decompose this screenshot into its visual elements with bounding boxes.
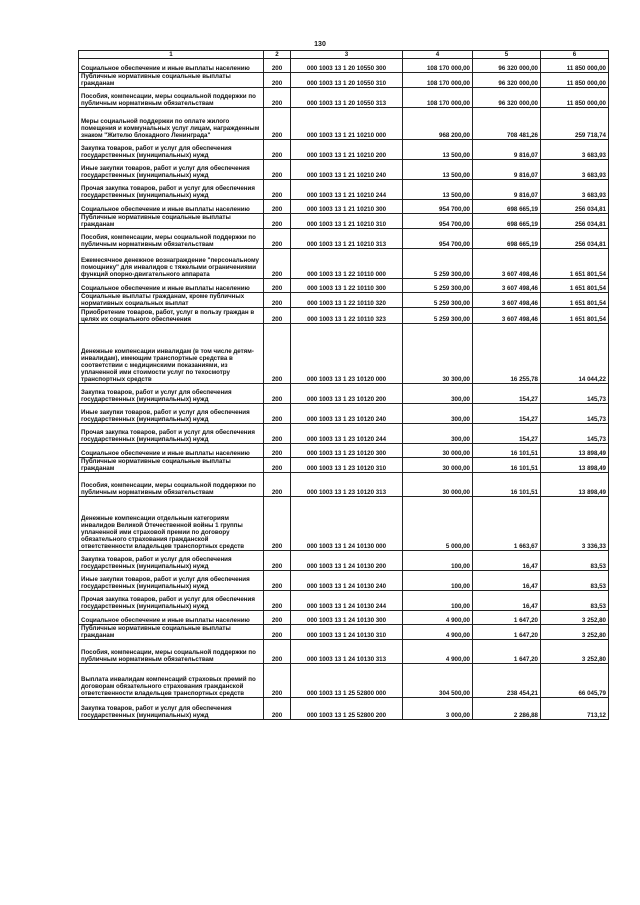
row-approved-amount: 968 200,00 — [403, 108, 473, 140]
row-unexecuted-amount: 1 651 801,54 — [541, 249, 609, 279]
row-unexecuted-amount: 256 034,81 — [541, 214, 609, 229]
row-unexecuted-amount: 11 850 000,00 — [541, 73, 609, 88]
row-budget-code: 000 1003 13 1 23 10120 244 — [291, 424, 403, 444]
row-line-code: 200 — [264, 73, 291, 88]
column-number-header: 1 — [79, 51, 264, 59]
row-budget-code: 000 1003 13 1 22 10110 300 — [291, 279, 403, 293]
table-row — [79, 384, 609, 404]
row-executed-amount: 96 320 000,00 — [473, 59, 541, 73]
table-row — [79, 214, 609, 229]
row-executed-amount: 96 320 000,00 — [473, 88, 541, 108]
row-budget-code: 000 1003 13 1 24 10130 313 — [291, 640, 403, 664]
row-line-code: 200 — [264, 108, 291, 140]
table-row — [79, 458, 609, 473]
table-row — [79, 404, 609, 424]
row-line-code: 200 — [264, 664, 291, 698]
row-name: Иные закупки товаров, работ и услуг для обеспечения государственных (муниципальных) нужд — [79, 404, 264, 424]
row-budget-code: 000 1003 13 1 24 10130 310 — [291, 625, 403, 640]
row-approved-amount: 30 000,00 — [403, 458, 473, 473]
table-row — [79, 473, 609, 497]
row-executed-amount: 698 665,19 — [473, 229, 541, 249]
table-row — [79, 308, 609, 324]
row-unexecuted-amount: 3 252,80 — [541, 640, 609, 664]
row-unexecuted-amount: 83,53 — [541, 551, 609, 571]
row-budget-code: 000 1003 13 1 24 10130 300 — [291, 611, 403, 625]
table-row — [79, 625, 609, 640]
row-budget-code: 000 1003 13 1 20 10550 313 — [291, 88, 403, 108]
row-budget-code: 000 1003 13 1 21 10210 244 — [291, 180, 403, 200]
row-approved-amount: 300,00 — [403, 404, 473, 424]
table-row — [79, 59, 609, 73]
row-unexecuted-amount: 66 045,79 — [541, 664, 609, 698]
row-budget-code: 000 1003 13 1 22 10110 000 — [291, 249, 403, 279]
row-line-code: 200 — [264, 625, 291, 640]
row-approved-amount: 4 900,00 — [403, 611, 473, 625]
row-name: Пособия, компенсации, меры социальной поддержки по публичным нормативным обязательствам — [79, 88, 264, 108]
row-line-code: 200 — [264, 59, 291, 73]
row-approved-amount: 100,00 — [403, 571, 473, 591]
row-budget-code: 000 1003 13 1 25 52800 000 — [291, 664, 403, 698]
row-line-code: 200 — [264, 88, 291, 108]
row-unexecuted-amount: 256 034,81 — [541, 229, 609, 249]
row-unexecuted-amount: 3 683,93 — [541, 180, 609, 200]
row-approved-amount: 100,00 — [403, 551, 473, 571]
row-name: Публичные нормативные социальные выплаты гражданам — [79, 214, 264, 229]
row-unexecuted-amount: 3 683,93 — [541, 160, 609, 180]
row-name: Социальное обеспечение и иные выплаты населению — [79, 444, 264, 458]
table-row — [79, 591, 609, 611]
row-approved-amount: 300,00 — [403, 384, 473, 404]
row-executed-amount: 698 665,19 — [473, 214, 541, 229]
row-budget-code: 000 1003 13 1 21 10210 310 — [291, 214, 403, 229]
row-executed-amount: 3 607 498,46 — [473, 279, 541, 293]
table-row — [79, 279, 609, 293]
table-row — [79, 424, 609, 444]
row-approved-amount: 100,00 — [403, 591, 473, 611]
row-line-code: 200 — [264, 551, 291, 571]
row-budget-code: 000 1003 13 1 20 10550 310 — [291, 73, 403, 88]
row-approved-amount: 13 500,00 — [403, 140, 473, 160]
row-unexecuted-amount: 3 336,33 — [541, 497, 609, 551]
row-name: Социальные выплаты гражданам, кроме публичных нормативных социальных выплат — [79, 293, 264, 308]
row-approved-amount: 5 259 300,00 — [403, 279, 473, 293]
row-budget-code: 000 1003 13 1 25 52800 200 — [291, 698, 403, 720]
row-budget-code: 000 1003 13 1 23 10120 310 — [291, 458, 403, 473]
row-unexecuted-amount: 1 651 801,54 — [541, 293, 609, 308]
row-approved-amount: 5 259 300,00 — [403, 308, 473, 324]
row-name: Социальное обеспечение и иные выплаты населению — [79, 279, 264, 293]
row-executed-amount: 16,47 — [473, 591, 541, 611]
table-row — [79, 108, 609, 140]
column-number-header: 2 — [264, 51, 291, 59]
row-executed-amount: 238 454,21 — [473, 664, 541, 698]
row-budget-code: 000 1003 13 1 21 10210 200 — [291, 140, 403, 160]
row-budget-code: 000 1003 13 1 23 10120 000 — [291, 324, 403, 384]
row-name: Иные закупки товаров, работ и услуг для обеспечения государственных (муниципальных) нужд — [79, 160, 264, 180]
row-approved-amount: 13 500,00 — [403, 180, 473, 200]
column-number-header: 4 — [403, 51, 473, 59]
row-line-code: 200 — [264, 200, 291, 214]
table-row — [79, 88, 609, 108]
row-name: Закупка товаров, работ и услуг для обеспечения государственных (муниципальных) нужд — [79, 551, 264, 571]
table-row — [79, 664, 609, 698]
row-approved-amount: 30 000,00 — [403, 473, 473, 497]
table-row — [79, 200, 609, 214]
column-number-header: 5 — [473, 51, 541, 59]
table-body — [79, 59, 609, 720]
row-unexecuted-amount: 1 651 801,54 — [541, 279, 609, 293]
row-line-code: 200 — [264, 249, 291, 279]
row-executed-amount: 154,27 — [473, 424, 541, 444]
row-budget-code: 000 1003 13 1 23 10120 240 — [291, 404, 403, 424]
row-unexecuted-amount: 13 898,49 — [541, 458, 609, 473]
row-approved-amount: 4 900,00 — [403, 640, 473, 664]
row-approved-amount: 5 000,00 — [403, 497, 473, 551]
row-executed-amount: 1 647,20 — [473, 640, 541, 664]
row-name: Иные закупки товаров, работ и услуг для обеспечения государственных (муниципальных) нужд — [79, 571, 264, 591]
page-number: 130 — [314, 41, 326, 48]
table-row — [79, 140, 609, 160]
row-approved-amount: 954 700,00 — [403, 229, 473, 249]
row-line-code: 200 — [264, 308, 291, 324]
row-approved-amount: 300,00 — [403, 424, 473, 444]
row-line-code: 200 — [264, 458, 291, 473]
table-row — [79, 444, 609, 458]
row-unexecuted-amount: 3 252,80 — [541, 611, 609, 625]
table-row — [79, 640, 609, 664]
row-name: Публичные нормативные социальные выплаты гражданам — [79, 458, 264, 473]
row-executed-amount: 1 647,20 — [473, 625, 541, 640]
row-unexecuted-amount: 145,73 — [541, 404, 609, 424]
column-number-row — [79, 51, 609, 59]
row-executed-amount: 3 607 498,46 — [473, 308, 541, 324]
row-executed-amount: 708 481,26 — [473, 108, 541, 140]
table-row — [79, 180, 609, 200]
row-name: Закупка товаров, работ и услуг для обеспечения государственных (муниципальных) нужд — [79, 384, 264, 404]
row-executed-amount: 9 816,07 — [473, 140, 541, 160]
table-row — [79, 293, 609, 308]
row-budget-code: 000 1003 13 1 21 10210 313 — [291, 229, 403, 249]
row-budget-code: 000 1003 13 1 24 10130 240 — [291, 571, 403, 591]
row-line-code: 200 — [264, 444, 291, 458]
row-name: Закупка товаров, работ и услуг для обеспечения государственных (муниципальных) нужд — [79, 698, 264, 720]
row-approved-amount: 108 170 000,00 — [403, 59, 473, 73]
row-unexecuted-amount: 83,53 — [541, 591, 609, 611]
row-budget-code: 000 1003 13 1 22 10110 320 — [291, 293, 403, 308]
table-row — [79, 497, 609, 551]
row-executed-amount: 1 647,20 — [473, 611, 541, 625]
row-name: Пособия, компенсации, меры социальной поддержки по публичным нормативным обязательствам — [79, 640, 264, 664]
row-budget-code: 000 1003 13 1 23 10120 200 — [291, 384, 403, 404]
row-unexecuted-amount: 713,12 — [541, 698, 609, 720]
row-executed-amount: 16 101,51 — [473, 444, 541, 458]
row-executed-amount: 154,27 — [473, 404, 541, 424]
row-line-code: 200 — [264, 404, 291, 424]
row-budget-code: 000 1003 13 1 21 10210 000 — [291, 108, 403, 140]
row-line-code: 200 — [264, 293, 291, 308]
row-name: Приобретение товаров, работ, услуг в пользу граждан в целях их социального обеспечения — [79, 308, 264, 324]
row-budget-code: 000 1003 13 1 24 10130 200 — [291, 551, 403, 571]
row-line-code: 200 — [264, 229, 291, 249]
table-row — [79, 698, 609, 720]
row-executed-amount: 16 255,78 — [473, 324, 541, 384]
row-executed-amount: 2 286,88 — [473, 698, 541, 720]
row-line-code: 200 — [264, 160, 291, 180]
table-row — [79, 551, 609, 571]
row-name: Денежные компенсации отдельным категориям инвалидов Великой Отечественной войны 1 группы уплаченной ими страховой премии по договору обязательного страхования гражданской ответственности владельцев транспортных средств — [79, 497, 264, 551]
row-approved-amount: 108 170 000,00 — [403, 88, 473, 108]
row-budget-code: 000 1003 13 1 24 10130 244 — [291, 591, 403, 611]
table-row — [79, 611, 609, 625]
row-line-code: 200 — [264, 214, 291, 229]
row-executed-amount: 16 101,51 — [473, 473, 541, 497]
row-name: Прочая закупка товаров, работ и услуг для обеспечения государственных (муниципальных) нужд — [79, 591, 264, 611]
row-line-code: 200 — [264, 640, 291, 664]
table-row — [79, 229, 609, 249]
row-executed-amount: 154,27 — [473, 384, 541, 404]
row-name: Социальное обеспечение и иные выплаты населению — [79, 59, 264, 73]
row-unexecuted-amount: 13 898,49 — [541, 473, 609, 497]
row-unexecuted-amount: 256 034,81 — [541, 200, 609, 214]
row-approved-amount: 5 259 300,00 — [403, 249, 473, 279]
row-name: Закупка товаров, работ и услуг для обеспечения государственных (муниципальных) нужд — [79, 140, 264, 160]
row-line-code: 200 — [264, 611, 291, 625]
row-line-code: 200 — [264, 497, 291, 551]
table-row — [79, 324, 609, 384]
row-unexecuted-amount: 145,73 — [541, 384, 609, 404]
row-line-code: 200 — [264, 571, 291, 591]
row-name: Социальное обеспечение и иные выплаты населению — [79, 611, 264, 625]
row-executed-amount: 16 101,51 — [473, 458, 541, 473]
row-unexecuted-amount: 11 850 000,00 — [541, 88, 609, 108]
row-line-code: 200 — [264, 279, 291, 293]
row-line-code: 200 — [264, 324, 291, 384]
row-budget-code: 000 1003 13 1 20 10550 300 — [291, 59, 403, 73]
row-unexecuted-amount: 259 718,74 — [541, 108, 609, 140]
row-line-code: 200 — [264, 180, 291, 200]
row-name: Денежные компенсации инвалидам (в том числе детям-инвалидам), имеющим транспортные средства в соответствии с медицинскими показаниями, из уплаченной ими стоимости услуг по техосмотру транспортных средств — [79, 324, 264, 384]
row-line-code: 200 — [264, 473, 291, 497]
row-unexecuted-amount: 1 651 801,54 — [541, 308, 609, 324]
row-budget-code: 000 1003 13 1 24 10130 000 — [291, 497, 403, 551]
row-approved-amount: 4 900,00 — [403, 625, 473, 640]
column-number-header: 3 — [291, 51, 403, 59]
row-executed-amount: 96 320 000,00 — [473, 73, 541, 88]
table-row — [79, 249, 609, 279]
row-name: Пособия, компенсации, меры социальной поддержки по публичным нормативным обязательствам — [79, 473, 264, 497]
row-name: Пособия, компенсации, меры социальной поддержки по публичным нормативным обязательствам — [79, 229, 264, 249]
row-unexecuted-amount: 83,53 — [541, 571, 609, 591]
column-number-header: 6 — [541, 51, 609, 59]
table-row — [79, 73, 609, 88]
budget-execution-table — [78, 50, 609, 720]
row-budget-code: 000 1003 13 1 22 10110 323 — [291, 308, 403, 324]
row-unexecuted-amount: 14 044,22 — [541, 324, 609, 384]
row-budget-code: 000 1003 13 1 21 10210 300 — [291, 200, 403, 214]
row-unexecuted-amount: 13 898,49 — [541, 444, 609, 458]
row-executed-amount: 9 816,07 — [473, 180, 541, 200]
row-approved-amount: 30 300,00 — [403, 324, 473, 384]
row-name: Прочая закупка товаров, работ и услуг для обеспечения государственных (муниципальных) нужд — [79, 424, 264, 444]
row-approved-amount: 3 000,00 — [403, 698, 473, 720]
table-row — [79, 571, 609, 591]
row-unexecuted-amount: 11 850 000,00 — [541, 59, 609, 73]
row-line-code: 200 — [264, 698, 291, 720]
row-approved-amount: 30 000,00 — [403, 444, 473, 458]
row-budget-code: 000 1003 13 1 23 10120 313 — [291, 473, 403, 497]
row-line-code: 200 — [264, 424, 291, 444]
row-unexecuted-amount: 3 252,80 — [541, 625, 609, 640]
table-row — [79, 160, 609, 180]
row-name: Публичные нормативные социальные выплаты гражданам — [79, 625, 264, 640]
row-executed-amount: 3 607 498,46 — [473, 293, 541, 308]
row-approved-amount: 954 700,00 — [403, 200, 473, 214]
row-executed-amount: 3 607 498,46 — [473, 249, 541, 279]
row-line-code: 200 — [264, 591, 291, 611]
row-executed-amount: 698 665,19 — [473, 200, 541, 214]
row-name: Публичные нормативные социальные выплаты гражданам — [79, 73, 264, 88]
row-line-code: 200 — [264, 384, 291, 404]
row-name: Меры социальной поддержки по оплате жилого помещения и коммунальных услуг лицам, награжденным знаком "Жителю блокадного Ленинграда" — [79, 108, 264, 140]
row-name: Прочая закупка товаров, работ и услуг для обеспечения государственных (муниципальных) нужд — [79, 180, 264, 200]
row-name: Социальное обеспечение и иные выплаты населению — [79, 200, 264, 214]
row-unexecuted-amount: 3 683,93 — [541, 140, 609, 160]
row-name: Выплата инвалидам компенсаций страховых премий по договорам обязательного страхования гражданской ответственности владельцев транспортных средств — [79, 664, 264, 698]
row-approved-amount: 108 170 000,00 — [403, 73, 473, 88]
row-line-code: 200 — [264, 140, 291, 160]
row-approved-amount: 5 259 300,00 — [403, 293, 473, 308]
row-executed-amount: 1 663,67 — [473, 497, 541, 551]
row-name: Ежемесячное денежное вознаграждение "персональному помощнику" для инвалидов с тяжелыми ограничениями функций опорно-двигательного аппарата — [79, 249, 264, 279]
row-budget-code: 000 1003 13 1 21 10210 240 — [291, 160, 403, 180]
row-approved-amount: 13 500,00 — [403, 160, 473, 180]
row-unexecuted-amount: 145,73 — [541, 424, 609, 444]
row-approved-amount: 304 500,00 — [403, 664, 473, 698]
row-executed-amount: 16,47 — [473, 571, 541, 591]
row-executed-amount: 9 816,07 — [473, 160, 541, 180]
row-executed-amount: 16,47 — [473, 551, 541, 571]
row-budget-code: 000 1003 13 1 23 10120 300 — [291, 444, 403, 458]
row-approved-amount: 954 700,00 — [403, 214, 473, 229]
